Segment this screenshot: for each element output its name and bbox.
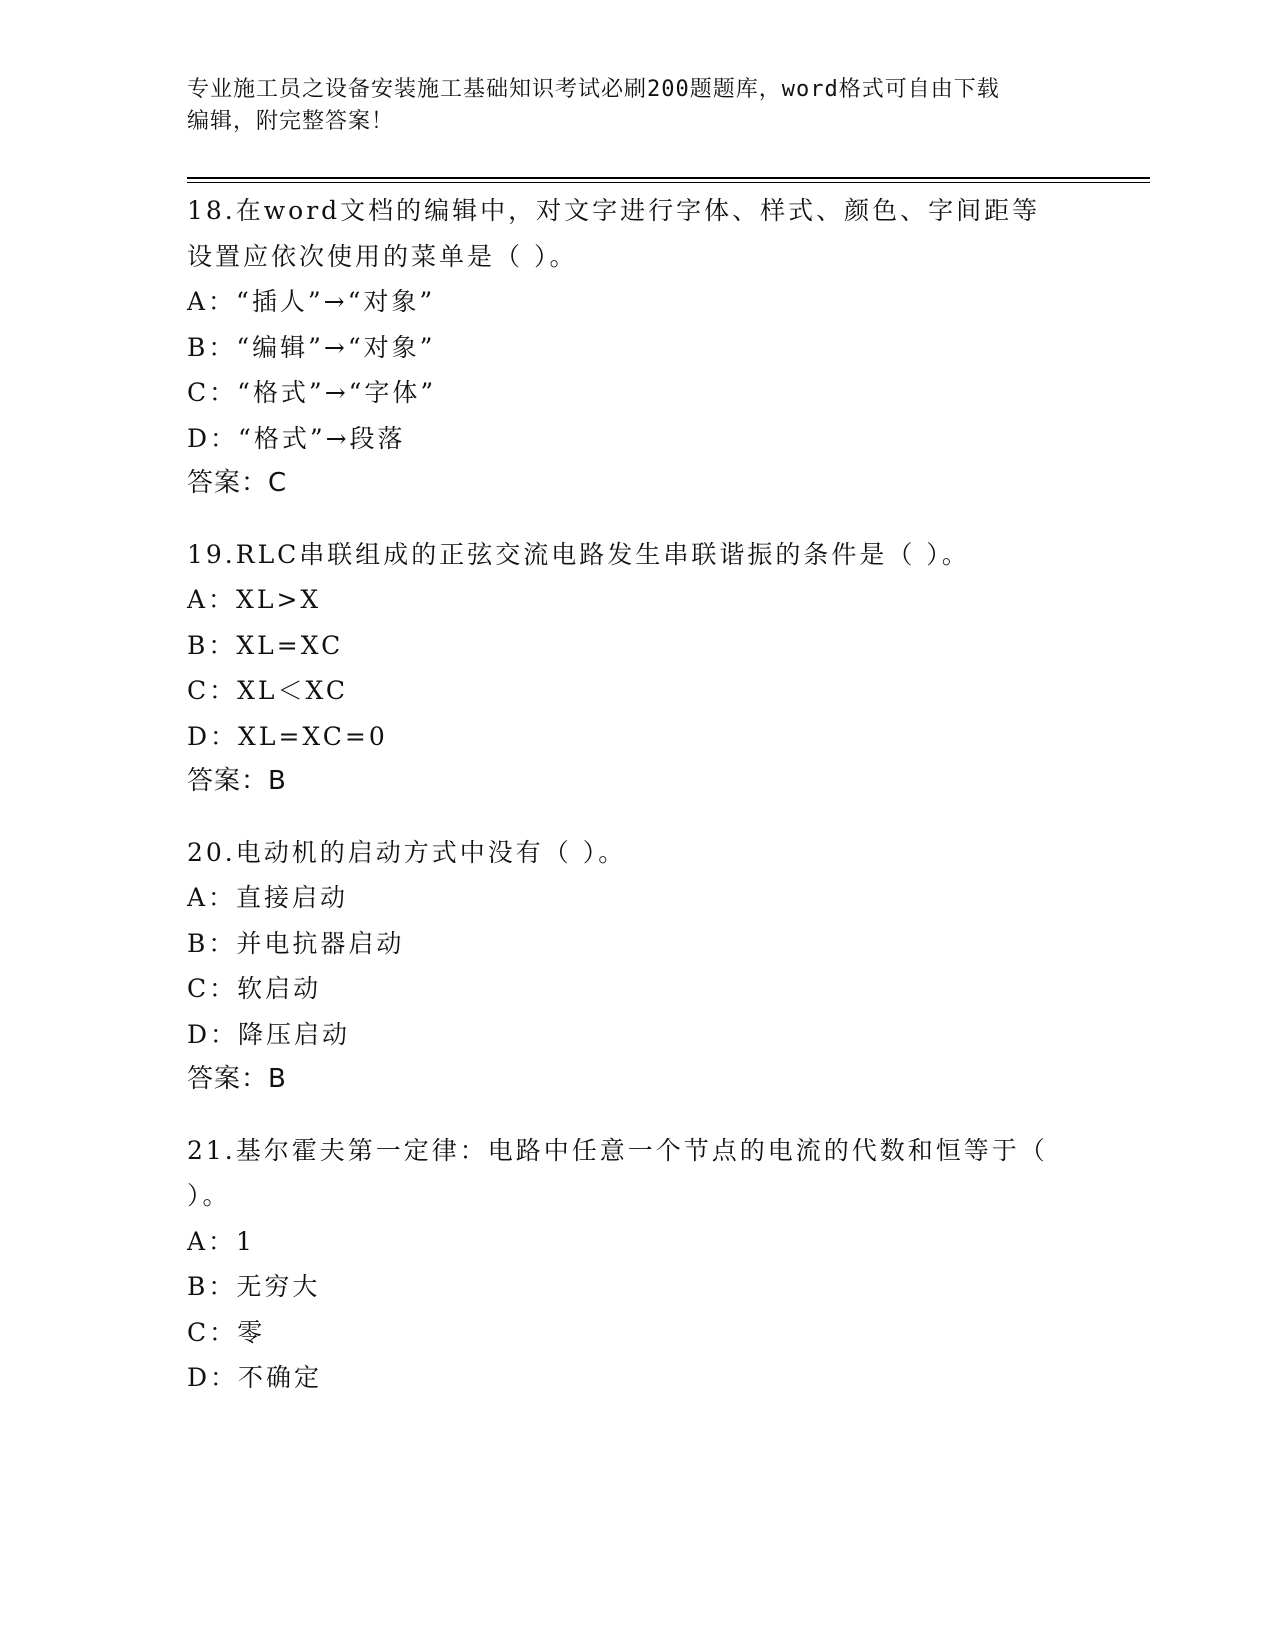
- question-block: [187, 830, 1087, 1103]
- question-block: [187, 532, 1087, 805]
- answer-line: 答案：C: [187, 468, 288, 498]
- option-c: C：零: [187, 1317, 266, 1347]
- question-block: [187, 1128, 1087, 1401]
- option-b: B：XL=XC: [187, 630, 344, 660]
- option-d: D：“格式”→段落: [187, 423, 406, 453]
- header-divider-thick: [187, 177, 1150, 179]
- question-stem: 19.RLC串联组成的正弦交流电路发生串联谐振的条件是（ ）。: [187, 539, 970, 569]
- option-c: C：软启动: [187, 974, 322, 1003]
- question-stem: 20.电动机的启动方式中没有（ ）。: [187, 837, 627, 867]
- answer-line: 答案：B: [187, 766, 287, 796]
- question-list: [187, 188, 1087, 1426]
- option-d: D：XL=XC=0: [187, 721, 388, 751]
- option-a: A：直接启动: [187, 883, 349, 912]
- question-stem: 21.基尔霍夫第一定律：电路中任意一个节点的电流的代数和恒等于（: [187, 1135, 1048, 1165]
- option-b: B：并电抗器启动: [187, 928, 405, 958]
- question-block: [187, 188, 1087, 507]
- option-c: C：“格式”→“字体”: [187, 378, 437, 407]
- option-d: D：降压启动: [187, 1019, 351, 1049]
- option-c: C：XL＜XC: [187, 676, 349, 705]
- option-a: A：XL>X: [187, 585, 322, 614]
- option-d: D：不确定: [187, 1363, 323, 1392]
- header-line-2: 编辑，附完整答案！: [187, 109, 395, 134]
- answer-line: 答案：B: [187, 1064, 287, 1094]
- option-a: A：1: [187, 1226, 255, 1256]
- question-stem: ）。: [187, 1181, 231, 1210]
- option-b: B：“编辑”→“对象”: [187, 332, 436, 362]
- document-header: [187, 74, 1067, 138]
- header-line-1: 专业施工员之设备安装施工基础知识考试必刷200题题库，word格式可自由下载: [187, 77, 1000, 102]
- question-stem: 18.在word文档的编辑中，对文字进行字体、样式、颜色、字间距等: [187, 196, 1041, 225]
- option-b: B：无穷大: [187, 1272, 321, 1301]
- option-a: A：“插人”→“对象”: [187, 287, 436, 316]
- header-divider-thin: [187, 182, 1150, 183]
- question-stem: 设置应依次使用的菜单是（ ）。: [187, 241, 578, 271]
